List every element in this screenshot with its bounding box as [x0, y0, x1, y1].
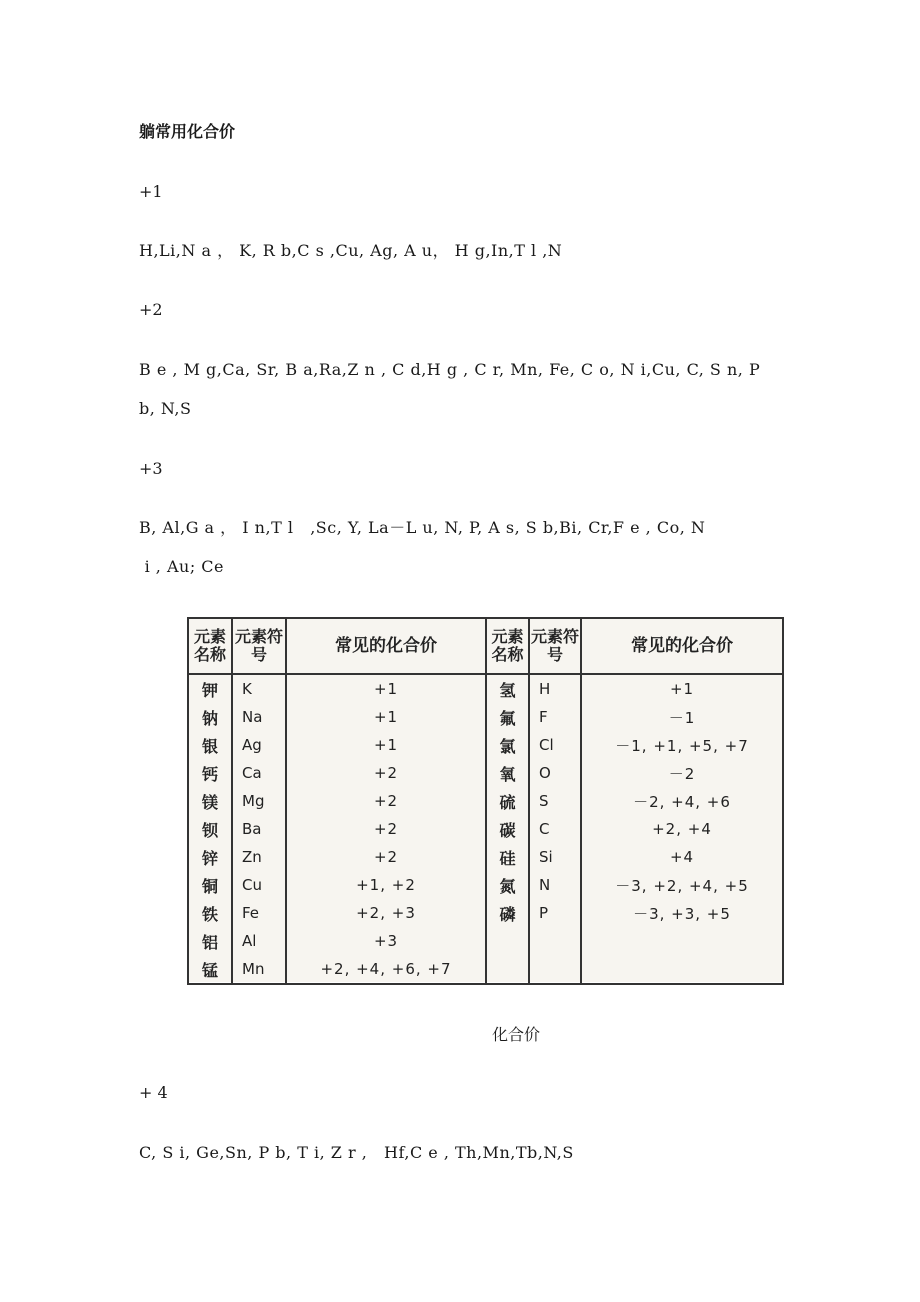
cell-element-name: 锰: [188, 955, 232, 984]
cell-valence: －1: [581, 703, 783, 731]
valence-table-image: [187, 617, 782, 982]
cell-element-name: 锌: [188, 843, 232, 871]
table-caption: 化合价: [492, 1025, 541, 1044]
cell-element-name: 铁: [188, 899, 232, 927]
cell-element-name: 氧: [486, 759, 529, 787]
cell-element-symbol: Si: [529, 843, 581, 871]
cell-valence: +1: [581, 674, 783, 703]
cell-valence: －3, +2, +4, +5: [581, 871, 783, 899]
header-element-symbol-2: 元素符号: [529, 618, 581, 674]
table-row: [188, 787, 783, 815]
cell-element-name: 氯: [486, 731, 529, 759]
elements-plus1-line1: H,Li,N a ， K, R b,C s ,Cu, Ag, A u， H g,In,T l ,N: [139, 241, 563, 260]
cell-element-symbol: Ag: [232, 731, 286, 759]
cell-element-name: 银: [188, 731, 232, 759]
cell-element-name: 氟: [486, 703, 529, 731]
cell-element-symbol: F: [529, 703, 581, 731]
cell-valence: +1: [286, 674, 486, 703]
valence-heading-plus3: +3: [139, 459, 163, 478]
cell-element-symbol: Cl: [529, 731, 581, 759]
cell-element-symbol: [529, 955, 581, 984]
cell-valence: [581, 955, 783, 984]
valence-heading-plus2: +2: [139, 300, 163, 319]
elements-plus3-line1: B, Al,G a ， I n,T l ,Sc, Y, La－L u, N, P, A s, S b,Bi, Cr,F e , Co, N: [139, 518, 706, 537]
elements-plus2-line1: B e , M g,Ca, Sr, B a,Ra,Z n , C d,H g , C r, Mn, Fe, C o, N i,Cu, C, S n, P: [139, 360, 761, 379]
cell-valence: +2: [286, 815, 486, 843]
table-row: [188, 759, 783, 787]
header-element-name-2: 元素名称: [486, 618, 529, 674]
cell-element-symbol: Ca: [232, 759, 286, 787]
cell-valence: +4: [581, 843, 783, 871]
elements-plus2-line2: b, N,S: [139, 399, 192, 418]
cell-element-symbol: C: [529, 815, 581, 843]
cell-valence: +1: [286, 703, 486, 731]
elements-plus4-line1: C, S i, Ge,Sn, P b, T i, Z r , Hf,C e , Th,Mn,Tb,N,S: [139, 1143, 574, 1162]
cell-element-name: 钙: [188, 759, 232, 787]
cell-element-symbol: N: [529, 871, 581, 899]
cell-element-symbol: Ba: [232, 815, 286, 843]
cell-element-name: [486, 927, 529, 955]
cell-element-name: 碳: [486, 815, 529, 843]
cell-valence: +1, +2: [286, 871, 486, 899]
cell-valence: +3: [286, 927, 486, 955]
cell-valence: －2, +4, +6: [581, 787, 783, 815]
cell-element-symbol: H: [529, 674, 581, 703]
cell-valence: +2, +4: [581, 815, 783, 843]
cell-element-name: 氮: [486, 871, 529, 899]
cell-element-symbol: K: [232, 674, 286, 703]
cell-valence: +1: [286, 731, 486, 759]
cell-element-symbol: Al: [232, 927, 286, 955]
cell-element-symbol: Na: [232, 703, 286, 731]
valence-table: [187, 617, 784, 985]
header-common-valence: 常见的化合价: [286, 618, 486, 674]
cell-valence: +2: [286, 843, 486, 871]
cell-valence: －1, +1, +5, +7: [581, 731, 783, 759]
header-element-name: 元素名称: [188, 618, 232, 674]
table-row: [188, 899, 783, 927]
cell-element-symbol: P: [529, 899, 581, 927]
cell-valence: +2: [286, 759, 486, 787]
cell-element-name: 钾: [188, 674, 232, 703]
cell-element-name: 镁: [188, 787, 232, 815]
cell-element-name: 磷: [486, 899, 529, 927]
table-row: [188, 731, 783, 759]
cell-element-symbol: [529, 927, 581, 955]
table-row: [188, 955, 783, 984]
cell-element-symbol: Mg: [232, 787, 286, 815]
table-row: [188, 927, 783, 955]
table-row: [188, 703, 783, 731]
table-row: [188, 815, 783, 843]
cell-element-name: 硫: [486, 787, 529, 815]
cell-element-name: 铝: [188, 927, 232, 955]
table-row: [188, 871, 783, 899]
table-row: [188, 843, 783, 871]
elements-plus3-line2: i , Au; Ce: [139, 557, 225, 576]
page-title: 躺常用化合价: [139, 122, 236, 141]
cell-valence: +2, +4, +6, +7: [286, 955, 486, 984]
cell-element-symbol: Fe: [232, 899, 286, 927]
cell-element-name: [486, 955, 529, 984]
valence-heading-plus1: +1: [139, 182, 163, 201]
cell-element-symbol: Zn: [232, 843, 286, 871]
cell-element-name: 铜: [188, 871, 232, 899]
cell-element-name: 钡: [188, 815, 232, 843]
header-element-symbol: 元素符号: [232, 618, 286, 674]
table-row: [188, 674, 783, 703]
cell-element-symbol: O: [529, 759, 581, 787]
cell-element-symbol: S: [529, 787, 581, 815]
cell-valence: +2, +3: [286, 899, 486, 927]
cell-valence: －3, +3, +5: [581, 899, 783, 927]
cell-element-name: 硅: [486, 843, 529, 871]
cell-valence: +2: [286, 787, 486, 815]
cell-element-name: 钠: [188, 703, 232, 731]
cell-valence: －2: [581, 759, 783, 787]
cell-element-symbol: Mn: [232, 955, 286, 984]
cell-element-symbol: Cu: [232, 871, 286, 899]
table-header-row: [188, 618, 783, 674]
valence-heading-plus4: + 4: [139, 1083, 168, 1102]
cell-valence: [581, 927, 783, 955]
cell-element-name: 氢: [486, 674, 529, 703]
header-common-valence-2: 常见的化合价: [581, 618, 783, 674]
